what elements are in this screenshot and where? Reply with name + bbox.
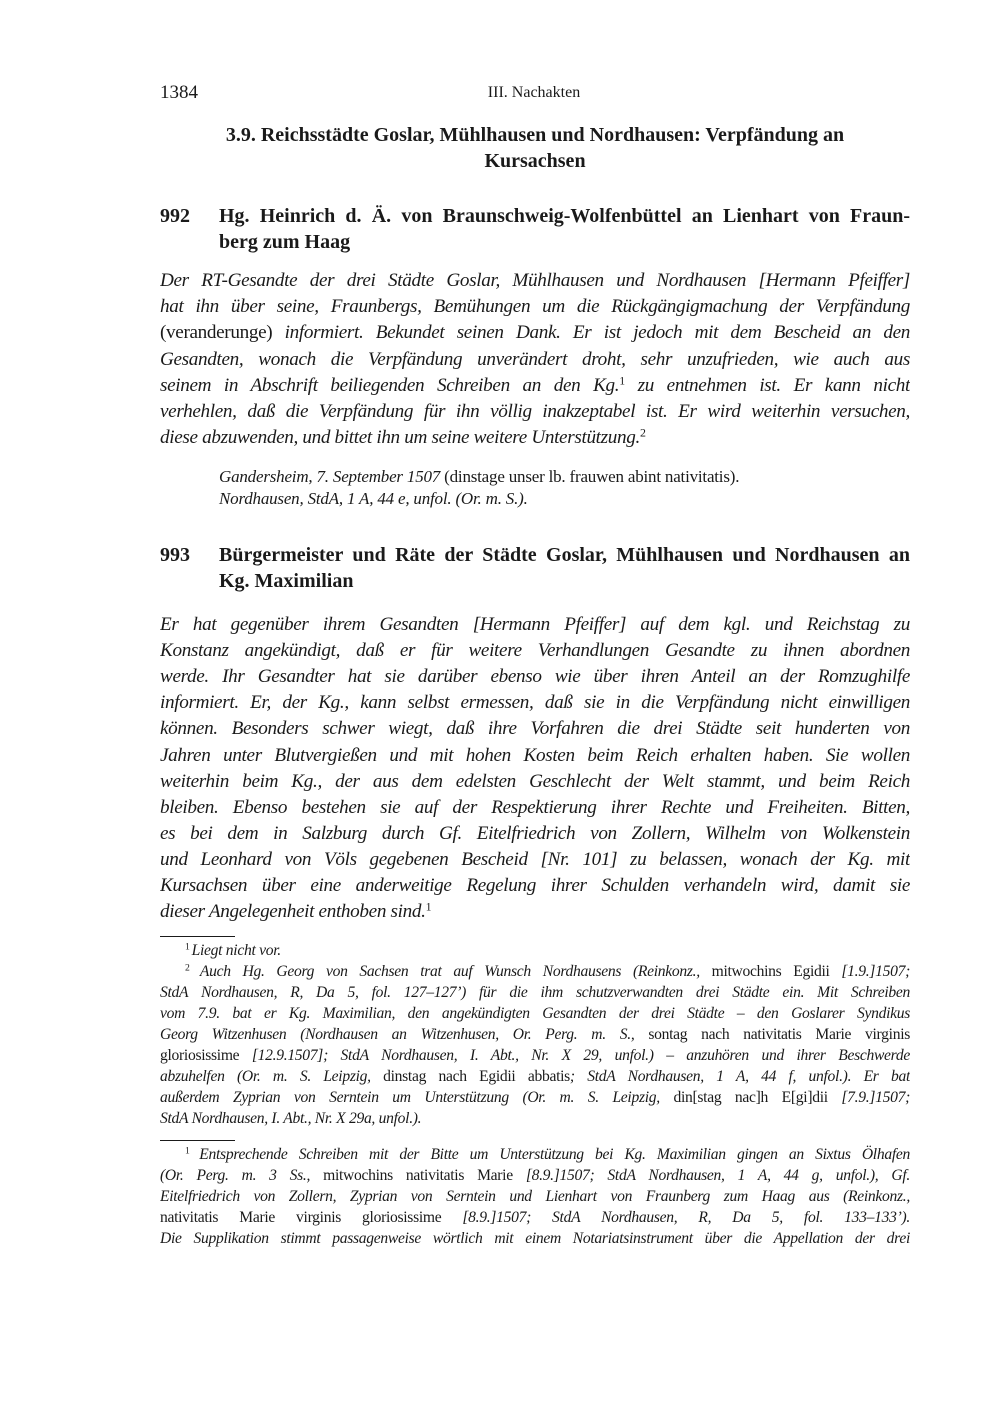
footnote-line — [185, 940, 910, 961]
roman-run: din[stag nac]h E[gi]dii — [659, 1089, 842, 1106]
footnote-rule — [160, 1140, 235, 1141]
italic-run: informiert. Er, der Kg., kann selbst ermessen, daß sie in die Verpfändung nicht einwilligen — [160, 692, 910, 714]
text-line — [219, 466, 739, 488]
italic-run: [1.9.]1507; — [841, 963, 910, 980]
footnote-line — [160, 1108, 910, 1129]
text-line — [160, 425, 910, 451]
footnote-line — [160, 1066, 910, 1087]
running-head: III. Nachakten — [487, 84, 581, 101]
italic-run: Gesandten, wonach die Verpfändung unverändert droht, sehr unzufrieden, wie auch aus — [160, 348, 910, 370]
footnote-line — [160, 982, 910, 1003]
italic-run: dieser Angelegenheit enthoben sind. — [160, 901, 426, 923]
italic-run: zu entnehmen ist. Er kann nicht — [624, 374, 910, 396]
text-line — [160, 847, 910, 873]
roman-run: gloriosissime — [160, 1047, 252, 1064]
document-title-line: berg zum Haag — [219, 231, 351, 253]
footnote-line — [160, 1228, 910, 1249]
footnote-line — [160, 1045, 910, 1066]
text-line — [160, 612, 910, 638]
footnote-line — [160, 1024, 910, 1045]
section-title-line-2: Kursachsen — [484, 150, 586, 172]
italic-run: Auch Hg. Georg von Sachsen trat auf Wunsch Nordhausens (Reinkonz., — [199, 963, 700, 980]
text-line — [160, 716, 910, 742]
text-line — [160, 795, 910, 821]
italic-run: Konstanz angekündigt, daß er für weitere Verhandlungen Gesandte zu ihnen abordnen — [160, 640, 910, 662]
text-line — [160, 320, 910, 346]
footnote-marker: 2 — [185, 962, 200, 974]
document-title-line: Hg. Heinrich d. Ä. von Braunschweig-Wolfenbüttel an Lienhart von Fraun- — [219, 205, 910, 227]
italic-run: können. Besonders schwer wiegt, daß ihre Vorfahren die drei Städte seit hunderten von — [160, 718, 910, 740]
text-line — [160, 769, 910, 795]
footnote-reference: 1 — [425, 899, 432, 914]
italic-run: Gandersheim, 7. September 1507 — [219, 467, 441, 486]
roman-run: (veranderunge) — [160, 322, 285, 344]
italic-run: außerdem Zyprian von Serntein um Unterstützung (Or. m. S. Leipzig, — [160, 1089, 660, 1106]
document-title-line: Kg. Maximilian — [219, 570, 354, 592]
document-number: 992 — [160, 205, 190, 227]
text-line — [160, 638, 910, 664]
italic-run: diese abzuwenden, und bittet ihn um seine weitere Unterstützung. — [160, 427, 640, 449]
italic-run: ; StdA Nordhausen, 1 A, 44 f, unfol.). Er bat — [569, 1068, 910, 1085]
italic-run: Kursachsen über eine anderweitige Regelung ihrer Schulden verhandeln wird, damit sie — [160, 875, 910, 896]
roman-run: sontag nach nativitatis Marie virginis — [634, 1026, 910, 1043]
footnote-line — [185, 961, 910, 982]
footnote-reference: 2 — [639, 425, 646, 440]
text-line — [160, 873, 910, 899]
italic-run: informiert. Bekundet seinen Dank. Er ist jedoch mit dem Bescheid an den — [284, 322, 910, 344]
italic-run: bleiben. Ebenso bestehen sie auf der Respektierung ihrer Rechte und Freiheiten. Bitten, — [160, 796, 910, 818]
text-line — [160, 294, 910, 320]
italic-run: [8.9.]1507; StdA Nordhausen, 1 A, 44 g, unfol.), Gf. — [525, 1167, 910, 1184]
italic-run: seinem in Abschrift beiliegenden Schreiben an den Kg. — [160, 374, 620, 396]
document-title-line: Bürgermeister und Räte der Städte Goslar, Mühlhausen und Nordhausen an — [219, 544, 910, 566]
italic-run: verhehlen, daß die Verpfändung für ihn völlig inakzeptabel ist. Er wird weiterhin versuchen, — [160, 401, 910, 422]
text-line — [160, 743, 910, 769]
italic-run: werde. Ihr Gesandter hat sie darüber ebenso wie über ihren Anteil an der Romzughilfe — [160, 666, 910, 688]
roman-run: nativitatis Marie virginis gloriosissime — [160, 1209, 463, 1226]
italic-run: [7.9.]1507; — [841, 1089, 910, 1106]
italic-run: abzuhelfen (Or. m. S. Leipzig, — [160, 1068, 371, 1085]
italic-run: (Or. Perg. m. 3 Ss., — [160, 1167, 311, 1184]
footnote-line — [160, 1165, 910, 1186]
italic-run: [12.9.1507]; StdA Nordhausen, I. Abt., Nr. X 29, unfol.) – anzuhören und ihrer Beschwerde — [251, 1047, 910, 1064]
text-line — [219, 488, 528, 510]
text-line — [160, 347, 910, 373]
italic-run: [8.9.]1507; StdA Nordhausen, R, Da 5, fol. 133–133’). — [462, 1209, 910, 1226]
footnote-marker: 1 — [185, 941, 192, 953]
italic-run: Er hat gegenüber ihrem Gesandten [Hermann Pfeiffer] auf dem kgl. und Reichstag zu — [160, 614, 910, 635]
text-line — [160, 268, 910, 294]
text-line — [160, 399, 910, 425]
italic-run: hat ihn über seine, Fraunbergs, Bemühungen um die Rückgängigmachung der Verpfändung — [160, 296, 910, 318]
footnote-line — [160, 1087, 910, 1108]
text-line — [160, 899, 910, 925]
italic-run: Liegt nicht vor. — [191, 942, 281, 959]
italic-run: und Leonhard von Völs gegebenen Bescheid [Nr. 101] zu belassen, wonach der Kg. mit — [160, 848, 910, 870]
italic-run: Die Supplikation stimmt passagenweise wörtlich mit einem Notariatsinstrument über die Appellation der drei — [160, 1230, 910, 1247]
italic-run: StdA Nordhausen, I. Abt., Nr. X 29a, unfol.). — [160, 1110, 422, 1127]
italic-run: vom 7.9. bat er Kg. Maximilian, den angekündigten Gesandten der drei Städte – den Goslarer Syndikus — [160, 1005, 910, 1022]
italic-run: Nordhausen, StdA, 1 A, 44 e, unfol. (Or. m. S.). — [219, 489, 528, 508]
italic-run: Georg Witzenhusen (Nordhausen an Witzenhusen, Or. Perg. m. S., — [160, 1026, 635, 1043]
roman-run: (dinstage unser lb. frauwen abint nativitatis). — [440, 467, 740, 486]
document-number: 993 — [160, 544, 190, 566]
italic-run: weiterhin beim Kg., der aus dem edelsten Geschlecht der Welt stammt, und beim Reich — [160, 770, 910, 792]
footnote-marker: 1 — [185, 1145, 200, 1157]
roman-run: mitwochins Egidii — [699, 963, 842, 980]
page-number: 1384 — [160, 82, 198, 103]
text-line — [160, 373, 910, 399]
roman-run: mitwochins nativitatis Marie — [310, 1167, 526, 1184]
text-line — [160, 664, 910, 690]
italic-run: es bei dem in Salzburg durch Gf. Eitelfriedrich von Zollern, Wilhelm von Wolkenstein — [160, 822, 910, 844]
footnote-line — [160, 1003, 910, 1024]
footnote-rule — [160, 936, 235, 937]
footnote-line — [160, 1207, 910, 1228]
footnote-line — [185, 1144, 910, 1165]
italic-run: StdA Nordhausen, R, Da 5, fol. 127–127’) für die ihm schutzverwandten drei Städte ein. Mit Schreiben — [160, 984, 910, 1001]
section-title-line-1: 3.9. Reichsstädte Goslar, Mühlhausen und Nordhausen: Verpfändung an — [225, 124, 845, 146]
roman-run: dinstag nach Egidii abbatis — [370, 1068, 570, 1085]
footnote-line — [160, 1186, 910, 1207]
italic-run: Jahren unter Blutvergießen und mit hohen Kosten beim Reich erhalten haben. Sie wollen — [160, 744, 910, 766]
italic-run: Entsprechende Schreiben mit der Bitte um Unterstützung bei Kg. Maximilian gingen an Sixtus Ölhafen — [199, 1146, 910, 1163]
text-line — [160, 821, 910, 847]
italic-run: Eitelfriedrich von Zollern, Zyprian von Serntein und Lienhart von Fraunberg zum Haag aus (Reinkonz., — [160, 1188, 910, 1205]
text-line — [160, 690, 910, 716]
italic-run: Der RT-Gesandte der drei Städte Goslar, Mühlhausen und Nordhausen [Hermann Pfeiffer] — [160, 270, 910, 291]
footnote-reference: 1 — [619, 373, 625, 388]
